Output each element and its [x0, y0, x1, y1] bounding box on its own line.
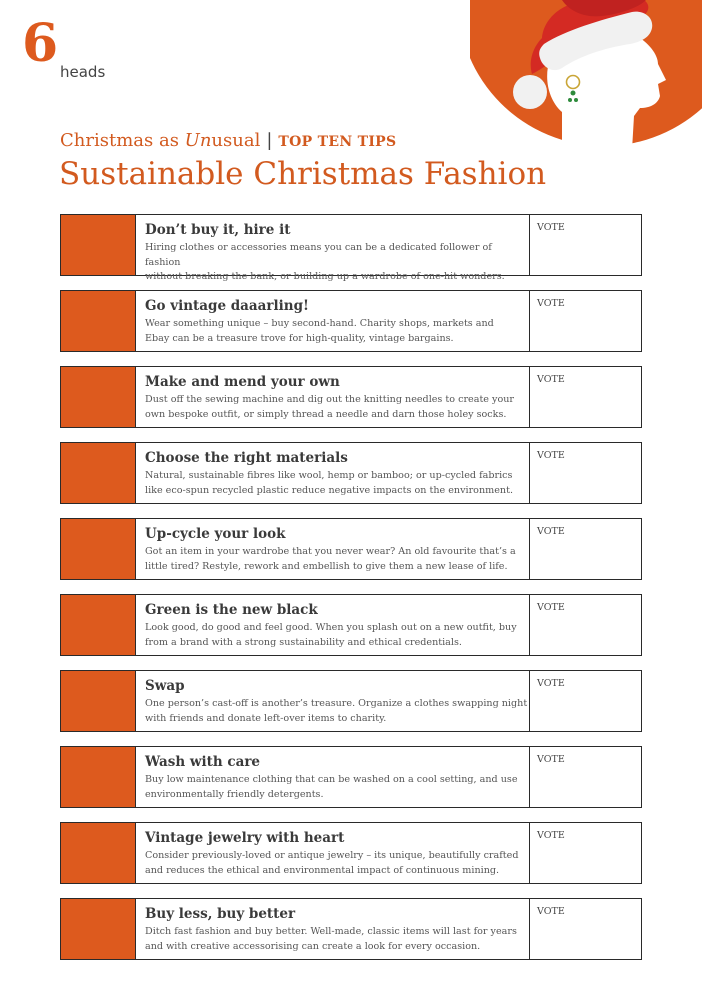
eyebrow-separator: |	[266, 130, 273, 151]
tip-title: Green is the new black	[145, 602, 318, 618]
logo-number: 6	[22, 13, 59, 74]
vote-box[interactable]	[529, 215, 642, 275]
vote-label: VOTE	[537, 298, 565, 309]
tip-title: Go vintage daaarling!	[145, 298, 309, 314]
tip-line: environmentally friendly detergents.	[145, 788, 324, 800]
tip-card	[60, 290, 642, 352]
tip-line: with friends and donate left-over items to charity.	[145, 712, 387, 724]
tip-card	[60, 822, 642, 884]
vote-label: VOTE	[537, 222, 565, 233]
tip-description	[145, 469, 529, 498]
tip-description	[145, 317, 529, 346]
vote-label: VOTE	[537, 678, 565, 689]
vote-label: VOTE	[537, 526, 565, 537]
tip-line: like eco-spun recycled plastic reduce negative impacts on the environment.	[145, 484, 513, 496]
page-title: Sustainable Christmas Fashion	[59, 156, 547, 192]
tip-title: Choose the right materials	[145, 450, 348, 466]
vote-box[interactable]	[529, 519, 642, 579]
vote-label: VOTE	[537, 602, 565, 613]
tip-title: Buy less, buy better	[145, 906, 296, 922]
vote-box[interactable]	[529, 443, 642, 503]
vote-box[interactable]	[529, 367, 642, 427]
tip-line: Got an item in your wardrobe that you never wear? An old favourite that’s a	[145, 546, 516, 557]
tip-description	[145, 545, 529, 574]
eyebrow-tag: TOP TEN TIPS	[278, 134, 397, 150]
vote-label: VOTE	[537, 374, 565, 385]
tip-line: Ditch fast fashion and buy better. Well-made, classic items will last for years	[145, 926, 517, 937]
eyebrow-text: Christmas as	[60, 130, 185, 151]
tip-card	[60, 442, 642, 504]
tip-line: Hiring clothes or accessories means you can be a dedicated follower of fashion	[145, 242, 492, 268]
vote-label: VOTE	[537, 906, 565, 917]
vote-box[interactable]	[529, 291, 642, 351]
tip-card	[60, 518, 642, 580]
vote-box[interactable]	[529, 747, 642, 807]
brand-logo	[22, 13, 142, 81]
tip-title: Make and mend your own	[145, 374, 340, 390]
vote-label: VOTE	[537, 830, 565, 841]
tip-card	[60, 214, 642, 282]
tip-title: Wash with care	[145, 754, 261, 770]
tip-line: without breaking the bank, or building up a wardrobe of one-hit wonders.	[145, 271, 505, 282]
tip-line: Consider previously-loved or antique jewelry – its unique, beautifully crafted	[145, 850, 519, 861]
tip-line: own bespoke outfit, or simply thread a needle and darn those holey socks.	[145, 408, 507, 420]
eyebrow-text-end: usual	[211, 130, 261, 151]
tip-swatch	[61, 595, 136, 655]
tip-description	[145, 393, 529, 422]
eyebrow-italic: Un	[184, 130, 212, 151]
tip-swatch	[61, 443, 136, 503]
tip-line: Ebay can be a treasure trove for high-quality, vintage bargains.	[145, 332, 454, 344]
tip-card	[60, 670, 642, 732]
vote-box[interactable]	[529, 823, 642, 883]
tip-swatch	[61, 747, 136, 807]
tip-swatch	[61, 519, 136, 579]
tip-swatch	[61, 291, 136, 351]
tip-title: Swap	[145, 678, 185, 694]
tip-description	[145, 241, 529, 285]
tip-line: and reduces the ethical and environmental impact of continuous mining.	[145, 864, 500, 876]
tip-line: Look good, do good and feel good. When you splash out on a new outfit, buy	[145, 622, 517, 633]
tip-title: Vintage jewelry with heart	[145, 830, 345, 846]
santa-hat-head-icon	[470, 0, 702, 150]
tip-swatch	[61, 367, 136, 427]
tip-line: and with creative accessorising can create a look for every occasion.	[145, 940, 481, 952]
tip-line: little tired? Restyle, rework and embellish to give them a new lease of life.	[145, 560, 508, 572]
tip-title: Don’t buy it, hire it	[145, 222, 291, 238]
tip-swatch	[61, 899, 136, 959]
tip-description	[145, 773, 529, 802]
tip-card	[60, 594, 642, 656]
tip-description	[145, 925, 529, 954]
tip-description	[145, 849, 529, 878]
logo-wordmark: heads	[60, 63, 106, 81]
tip-card	[60, 746, 642, 808]
tip-title: Up-cycle your look	[145, 526, 286, 542]
series-eyebrow	[60, 130, 396, 151]
tip-line: Buy low maintenance clothing that can be washed on a cool setting, and use	[145, 774, 518, 785]
vote-label: VOTE	[537, 450, 565, 461]
tip-line: Wear something unique – buy second-hand. Charity shops, markets and	[145, 318, 494, 329]
tip-line: Dust off the sewing machine and dig out the knitting needles to create your	[145, 394, 514, 405]
tip-swatch	[61, 671, 136, 731]
tip-line: One person’s cast-off is another’s treasure. Organize a clothes swapping night	[145, 698, 528, 709]
tip-card	[60, 898, 642, 960]
tip-card	[60, 366, 642, 428]
tip-swatch	[61, 823, 136, 883]
tip-swatch	[61, 215, 136, 275]
vote-box[interactable]	[529, 671, 642, 731]
tip-line: Natural, sustainable fibres like wool, hemp or bamboo; or up-cycled fabrics	[145, 470, 513, 481]
tip-description	[145, 697, 529, 726]
vote-box[interactable]	[529, 595, 642, 655]
vote-label: VOTE	[537, 754, 565, 765]
tip-description	[145, 621, 529, 650]
tip-line: from a brand with a strong sustainability and ethical credentials.	[145, 636, 462, 648]
vote-box[interactable]	[529, 899, 642, 959]
